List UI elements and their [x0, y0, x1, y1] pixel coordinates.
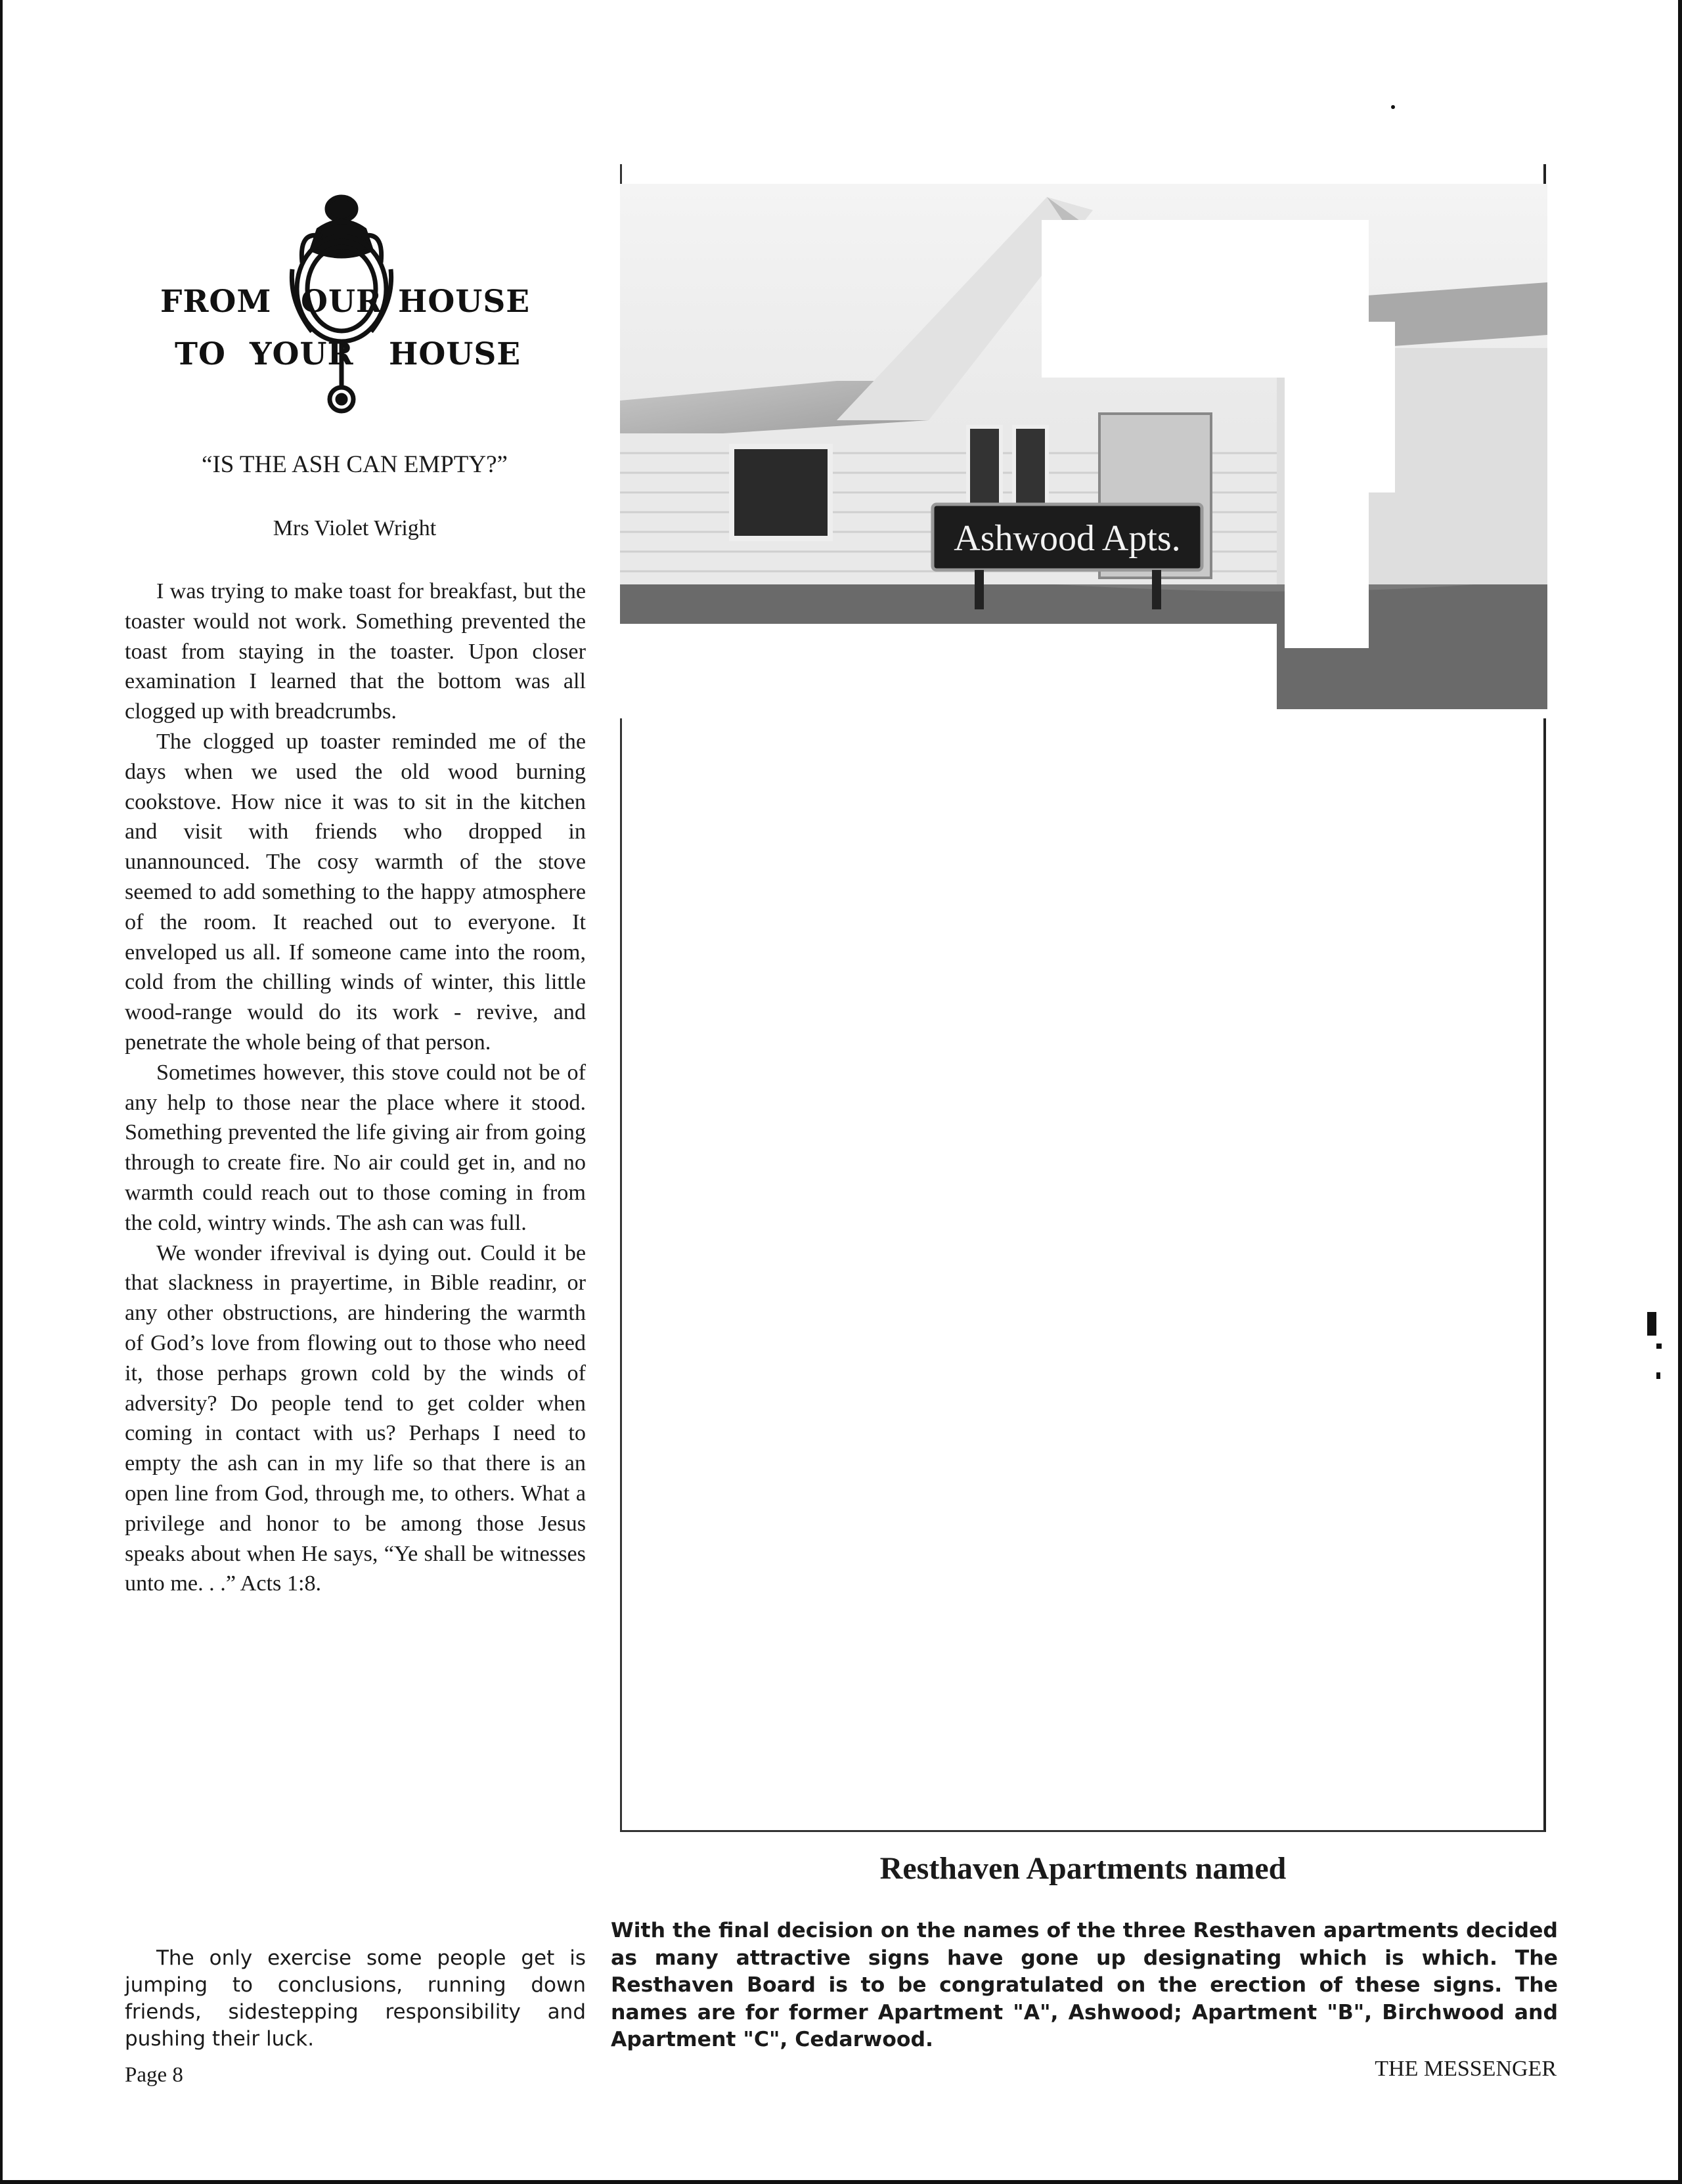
photo-mask [1369, 322, 1395, 492]
feature-caption: With the final decision on the names of the three Resthaven apartments decided as many attractive signs have gone up designating which is which. The Resthaven Board is to be congratulated on the erection of these signs. The names are for former Apartment "A", Ashwood; Apartment "B", Birchwood and Apartment "C", Cedarwood. [611, 1919, 1558, 2051]
article-paragraph: I was trying to make toast for breakfast, but the toaster would not work. Something prevented the toast from staying in the toaster. Upon closer examination I learned that the bottom was all clogged up with breadcrumbs. [125, 579, 586, 724]
heading-word: HOUSE [398, 284, 531, 320]
scan-speck [1656, 1372, 1660, 1379]
column-masthead [144, 190, 539, 420]
article-paragraph: The clogged up toaster reminded me of the days when we used the old wood burning cookstove. How nice it was to sit in the kitchen and visit with friends who dropped in unannounced. The cosy warmth of the stove seemed to add something to the happy atmosphere of the room. It reached out to everyone. It enveloped us all. If someone came into the room, cold from the chilling winds of winter, this little wood-range would do its work - revive, and penetrate the whole being of that person. [125, 729, 586, 1055]
sign-text: Ashwood Apts. [954, 518, 1181, 559]
article-paragraph: Sometimes however, this stove could not be of any help to those near the place where it stood. Something prevented the life giving air from going through to create fire. No air could get in, and no warmth could reach out to those coming in from the cold, wintry winds. The ash can was full. [125, 1060, 586, 1235]
filler-quip: The only exercise some people get is jumping to conclusions, running down friends, sidestepping responsibility and pushing their luck. [125, 1946, 586, 2051]
article-paragraph: We wonder ifrevival is dying out. Could it be that slackness in prayertime, in Bible readinr, or any other obstructions, are hindering the warmth of God’s love from flowing out to those who need it, those perhaps grown cold by the winds of adversity? Do people tend to get colder when coming in contact with us? Perhaps I need to empty the ash can in my life so that there is an open line from God, through me, to others. What a privilege and honor to be among those Jesus speaks about when He says, “Ye shall be witnesses unto me. . .” Acts 1:8. [125, 1240, 586, 1596]
apartment-photo [620, 184, 1547, 718]
heading-word: HOUSE [389, 336, 521, 372]
heading-word: YOUR [250, 336, 354, 372]
heading-word: OUR [301, 284, 382, 320]
scan-speck [1647, 1312, 1656, 1336]
scan-speck [1391, 105, 1395, 109]
photo-mask [1285, 378, 1369, 648]
feature-headline: Resthaven Apartments named [879, 1851, 1287, 1886]
article-body [125, 577, 586, 1599]
page-number: Page 8 [125, 2063, 183, 2087]
heading-word: FROM [160, 284, 272, 320]
scan-speck [1656, 1343, 1662, 1349]
publication-name: THE MESSENGER [1375, 2057, 1557, 2081]
photo-mask [620, 624, 1277, 718]
article-author: Mrs Violet Wright [273, 516, 437, 540]
article-title: “IS THE ASH CAN EMPTY?” [202, 451, 508, 478]
heading-word: TO [175, 336, 226, 372]
photo-mask [1277, 709, 1547, 718]
photo-mask [1042, 220, 1369, 378]
